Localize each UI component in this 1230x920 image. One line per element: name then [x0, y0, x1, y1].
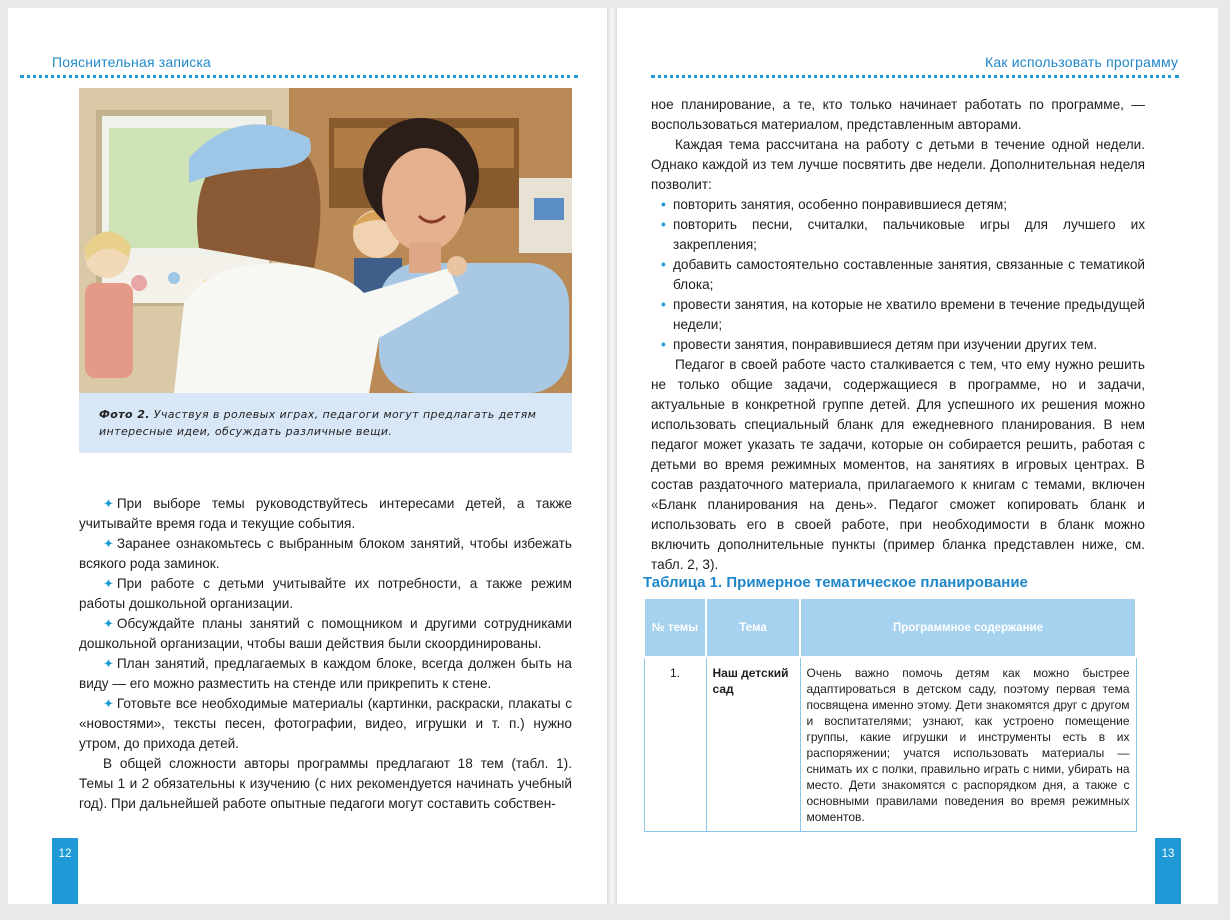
- column-header-number: № темы: [644, 598, 706, 657]
- list-item: • провести занятия, на которые не хватило времени в течение предыдущей недели;: [651, 295, 1145, 335]
- header-divider-right: [651, 75, 1179, 78]
- caption-text: Участвуя в ролевых играх, педагоги могут предлагать детям интересные идеи, обсуждать различные вещи.: [99, 408, 537, 438]
- cell-content: Очень важно помочь детям как можно быстрее адаптироваться в детском саду, поэтому первая тема посвящена именно этому. Дети знакомятся друг с другом и воспитателями; узнают, как устроено помещение группы, какие игрушки и инструменты есть в их распоряжении; учатся использовать материалы — снимать их с полки, правильно играть с ними, убирать на место. Дети знакомятся с распорядком дня, а также с основными правилами поведения во время режимных моментов.: [800, 657, 1136, 832]
- caption-label: Фото 2.: [99, 408, 150, 421]
- classroom-photo: [79, 88, 572, 393]
- tip-item: ✦ При работе с детьми учитывайте их потребности, а также режим работы дошкольной организации.: [79, 576, 572, 611]
- right-body-text: [651, 95, 1145, 575]
- thematic-plan-table: [643, 597, 1137, 832]
- cell-number: 1.: [644, 657, 706, 832]
- list-item: • провести занятия, понравившиеся детям при изучении других тем.: [651, 335, 1145, 355]
- left-body-text: [79, 494, 572, 814]
- star-icon: ✦: [103, 536, 114, 551]
- body-paragraph: Каждая тема рассчитана на работу с детьми в течение одной недели. Однако каждой из тем лучше посвятить две недели. Дополнительная неделя позволит:: [651, 137, 1145, 192]
- table-row: [644, 657, 1136, 832]
- tip-item: ✦ Готовьте все необходимые материалы (картинки, раскраски, плакаты с «новостями», тексты песен, фотографии, видео, игрушки и т. п.) нужно утром, до прихода детей.: [79, 696, 572, 751]
- table-title-prefix: Таблица 1.: [643, 574, 723, 591]
- running-title-right: Как использовать программу: [985, 54, 1179, 70]
- tip-item: ✦ Обсуждайте планы занятий с помощником и другими сотрудниками дошкольной организации, чтобы ваши действия были скоординированы.: [79, 616, 572, 651]
- photo-caption: [79, 393, 572, 453]
- body-paragraph: ное планирование, а те, кто только начинает работать по программе, — воспользоваться материалом, представленным авторами.: [651, 97, 1145, 132]
- star-icon: ✦: [103, 656, 114, 671]
- cell-theme: Наш детский сад: [706, 657, 800, 832]
- list-item: • повторить песни, считалки, пальчиковые игры для лучшего их закрепления;: [651, 215, 1145, 255]
- column-header-content: Программное содержание: [800, 598, 1136, 657]
- page-number-right: 13: [1155, 838, 1181, 904]
- star-icon: ✦: [103, 696, 114, 711]
- column-header-theme: Тема: [706, 598, 800, 657]
- body-paragraph: В общей сложности авторы программы предлагают 18 тем (табл. 1). Темы 1 и 2 обязательны к изучению (с них рекомендуется начинать учебный год). При дальнейшей работе опытные педагоги могут составить собствен-: [79, 756, 572, 811]
- bullet-list: [651, 195, 1145, 355]
- tip-item: ✦ При выборе темы руководствуйтесь интересами детей, а также учитывайте время года и текущие события.: [79, 496, 572, 531]
- star-icon: ✦: [103, 576, 114, 591]
- page-number-left: 12: [52, 838, 78, 904]
- body-paragraph: Педагог в своей работе часто сталкивается с тем, что ему нужно решить не только общие задачи, содержащиеся в программе, но и задачи, актуальные в конкретной группе детей. Для успешного их решения можно использовать специальный бланк для ежедневного планирования. В нем педагог может указать те задачи, которые он собирается решить, работая с детьми во время режимных моментов, на занятиях в игровых центрах. В состав раздаточного материала, прилагаемого к книгам с темами, включен «Бланк планирования на день». Педагог сможет копировать бланк и использовать его в своей работе, при необходимости в бланк можно включить дополнительные пункты (пример бланка представлен ниже, см. табл. 2, 3).: [651, 357, 1145, 572]
- tip-item: ✦ Заранее ознакомьтесь с выбранным блоком занятий, чтобы избежать всякого рода заминок.: [79, 536, 572, 571]
- star-icon: ✦: [103, 616, 114, 631]
- star-icon: ✦: [103, 496, 114, 511]
- table-header-row: [644, 598, 1136, 657]
- tip-item: ✦ План занятий, предлагаемых в каждом блоке, всегда должен быть на виду — его можно разместить на стенде или прикрепить к стене.: [79, 656, 572, 691]
- running-title-left: Пояснительная записка: [52, 54, 212, 70]
- list-item: • добавить самостоятельно составленные занятия, связанные с тематикой блока;: [651, 255, 1145, 295]
- header-divider-left: [20, 75, 578, 78]
- list-item: • повторить занятия, особенно понравившиеся детям;: [651, 195, 1145, 215]
- book-spine: [607, 8, 617, 904]
- table-title-text: Примерное тематическое планирование: [726, 574, 1028, 591]
- table-title: [643, 574, 1028, 591]
